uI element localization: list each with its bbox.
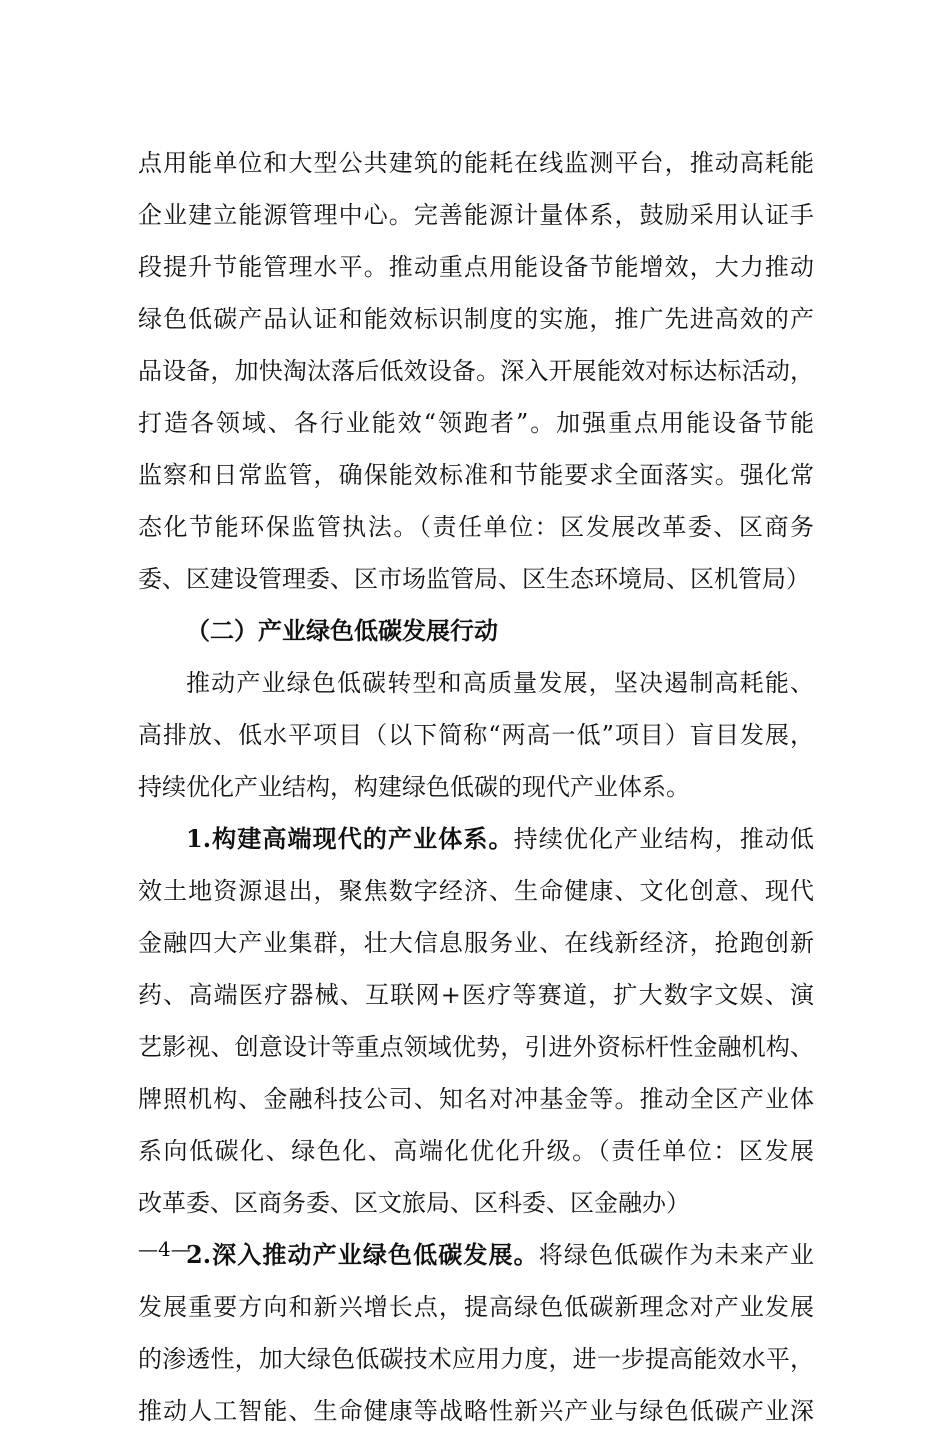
text-line: 持续优化产业结构，构建绿色低碳的现代产业体系。 — [138, 773, 690, 801]
item-title: 2.深入推动产业绿色低碳发展。 — [186, 1240, 539, 1269]
text-line: 推动人工智能、生命健康等战略性新兴产业与绿色低碳产业深 — [138, 1397, 814, 1425]
section-heading: （二）产业绿色低碳发展行动 — [186, 616, 498, 645]
text-line: 系向低碳化、绿色化、高端化优化升级。（责任单位：区发展 — [138, 1137, 814, 1165]
text-line: 品设备，加快淘汰落后低效设备。深入开展能效对标达标活动， — [138, 357, 814, 385]
text-line: 推动产业绿色低碳转型和高质量发展，坚决遏制高耗能、 — [186, 669, 814, 697]
text-line: 金融四大产业集群，壮大信息服务业、在线新经济，抢跑创新 — [138, 929, 814, 957]
text-line: 牌照机构、金融科技公司、知名对冲基金等。推动全区产业体 — [138, 1085, 814, 1113]
item-text: 持续优化产业结构，推动低 — [513, 825, 815, 853]
text-line: 段提升节能管理水平。推动重点用能设备节能增效，大力推动 — [138, 253, 814, 281]
text-line: 态化节能环保监管执法。（责任单位：区发展改革委、区商务 — [138, 513, 814, 541]
text-line: 药、高端医疗器械、互联网+医疗等赛道，扩大数字文娱、演 — [138, 981, 814, 1009]
section-intro-paragraph — [138, 657, 814, 813]
text-line: 艺影视、创意设计等重点领域优势，引进外资标杆性金融机构、 — [138, 1033, 814, 1061]
text-line: 委、区建设管理委、区市场监管局、区生态环境局、区机管局） — [138, 565, 810, 593]
text-line: 效土地资源退出，聚焦数字经济、生命健康、文化创意、现代 — [138, 877, 814, 905]
item-2-paragraph — [138, 1229, 814, 1437]
document-body — [138, 137, 814, 1437]
text-line: 的渗透性，加大绿色低碳技术应用力度，进一步提高能效水平， — [138, 1345, 814, 1373]
text-line: 企业建立能源管理中心。完善能源计量体系，鼓励采用认证手 — [138, 201, 814, 229]
text-line: 绿色低碳产品认证和能效标识制度的实施，推广先进高效的产 — [138, 305, 814, 333]
text-line: 改革委、区商务委、区文旅局、区科委、区金融办） — [138, 1189, 690, 1217]
text-line: 监察和日常监管，确保能效标准和节能要求全面落实。强化常 — [138, 461, 814, 489]
item-first-line — [138, 813, 814, 865]
item-1-paragraph — [138, 813, 814, 1229]
continued-paragraph — [138, 137, 814, 605]
text-line: 点用能单位和大型公共建筑的能耗在线监测平台，推动高耗能 — [138, 149, 814, 177]
page-number: —4— — [138, 1237, 191, 1261]
item-first-line — [138, 1229, 814, 1281]
text-line: 高排放、低水平项目（以下简称“两高一低”项目）盲目发展， — [138, 721, 814, 749]
item-text: 将绿色低碳作为未来产业 — [538, 1241, 815, 1269]
text-line: 发展重要方向和新兴增长点，提高绿色低碳新理念对产业发展 — [138, 1293, 814, 1321]
text-line: 打造各领域、各行业能效“领跑者”。加强重点用能设备节能 — [138, 409, 814, 437]
item-title: 1.构建高端现代的产业体系。 — [186, 824, 514, 853]
